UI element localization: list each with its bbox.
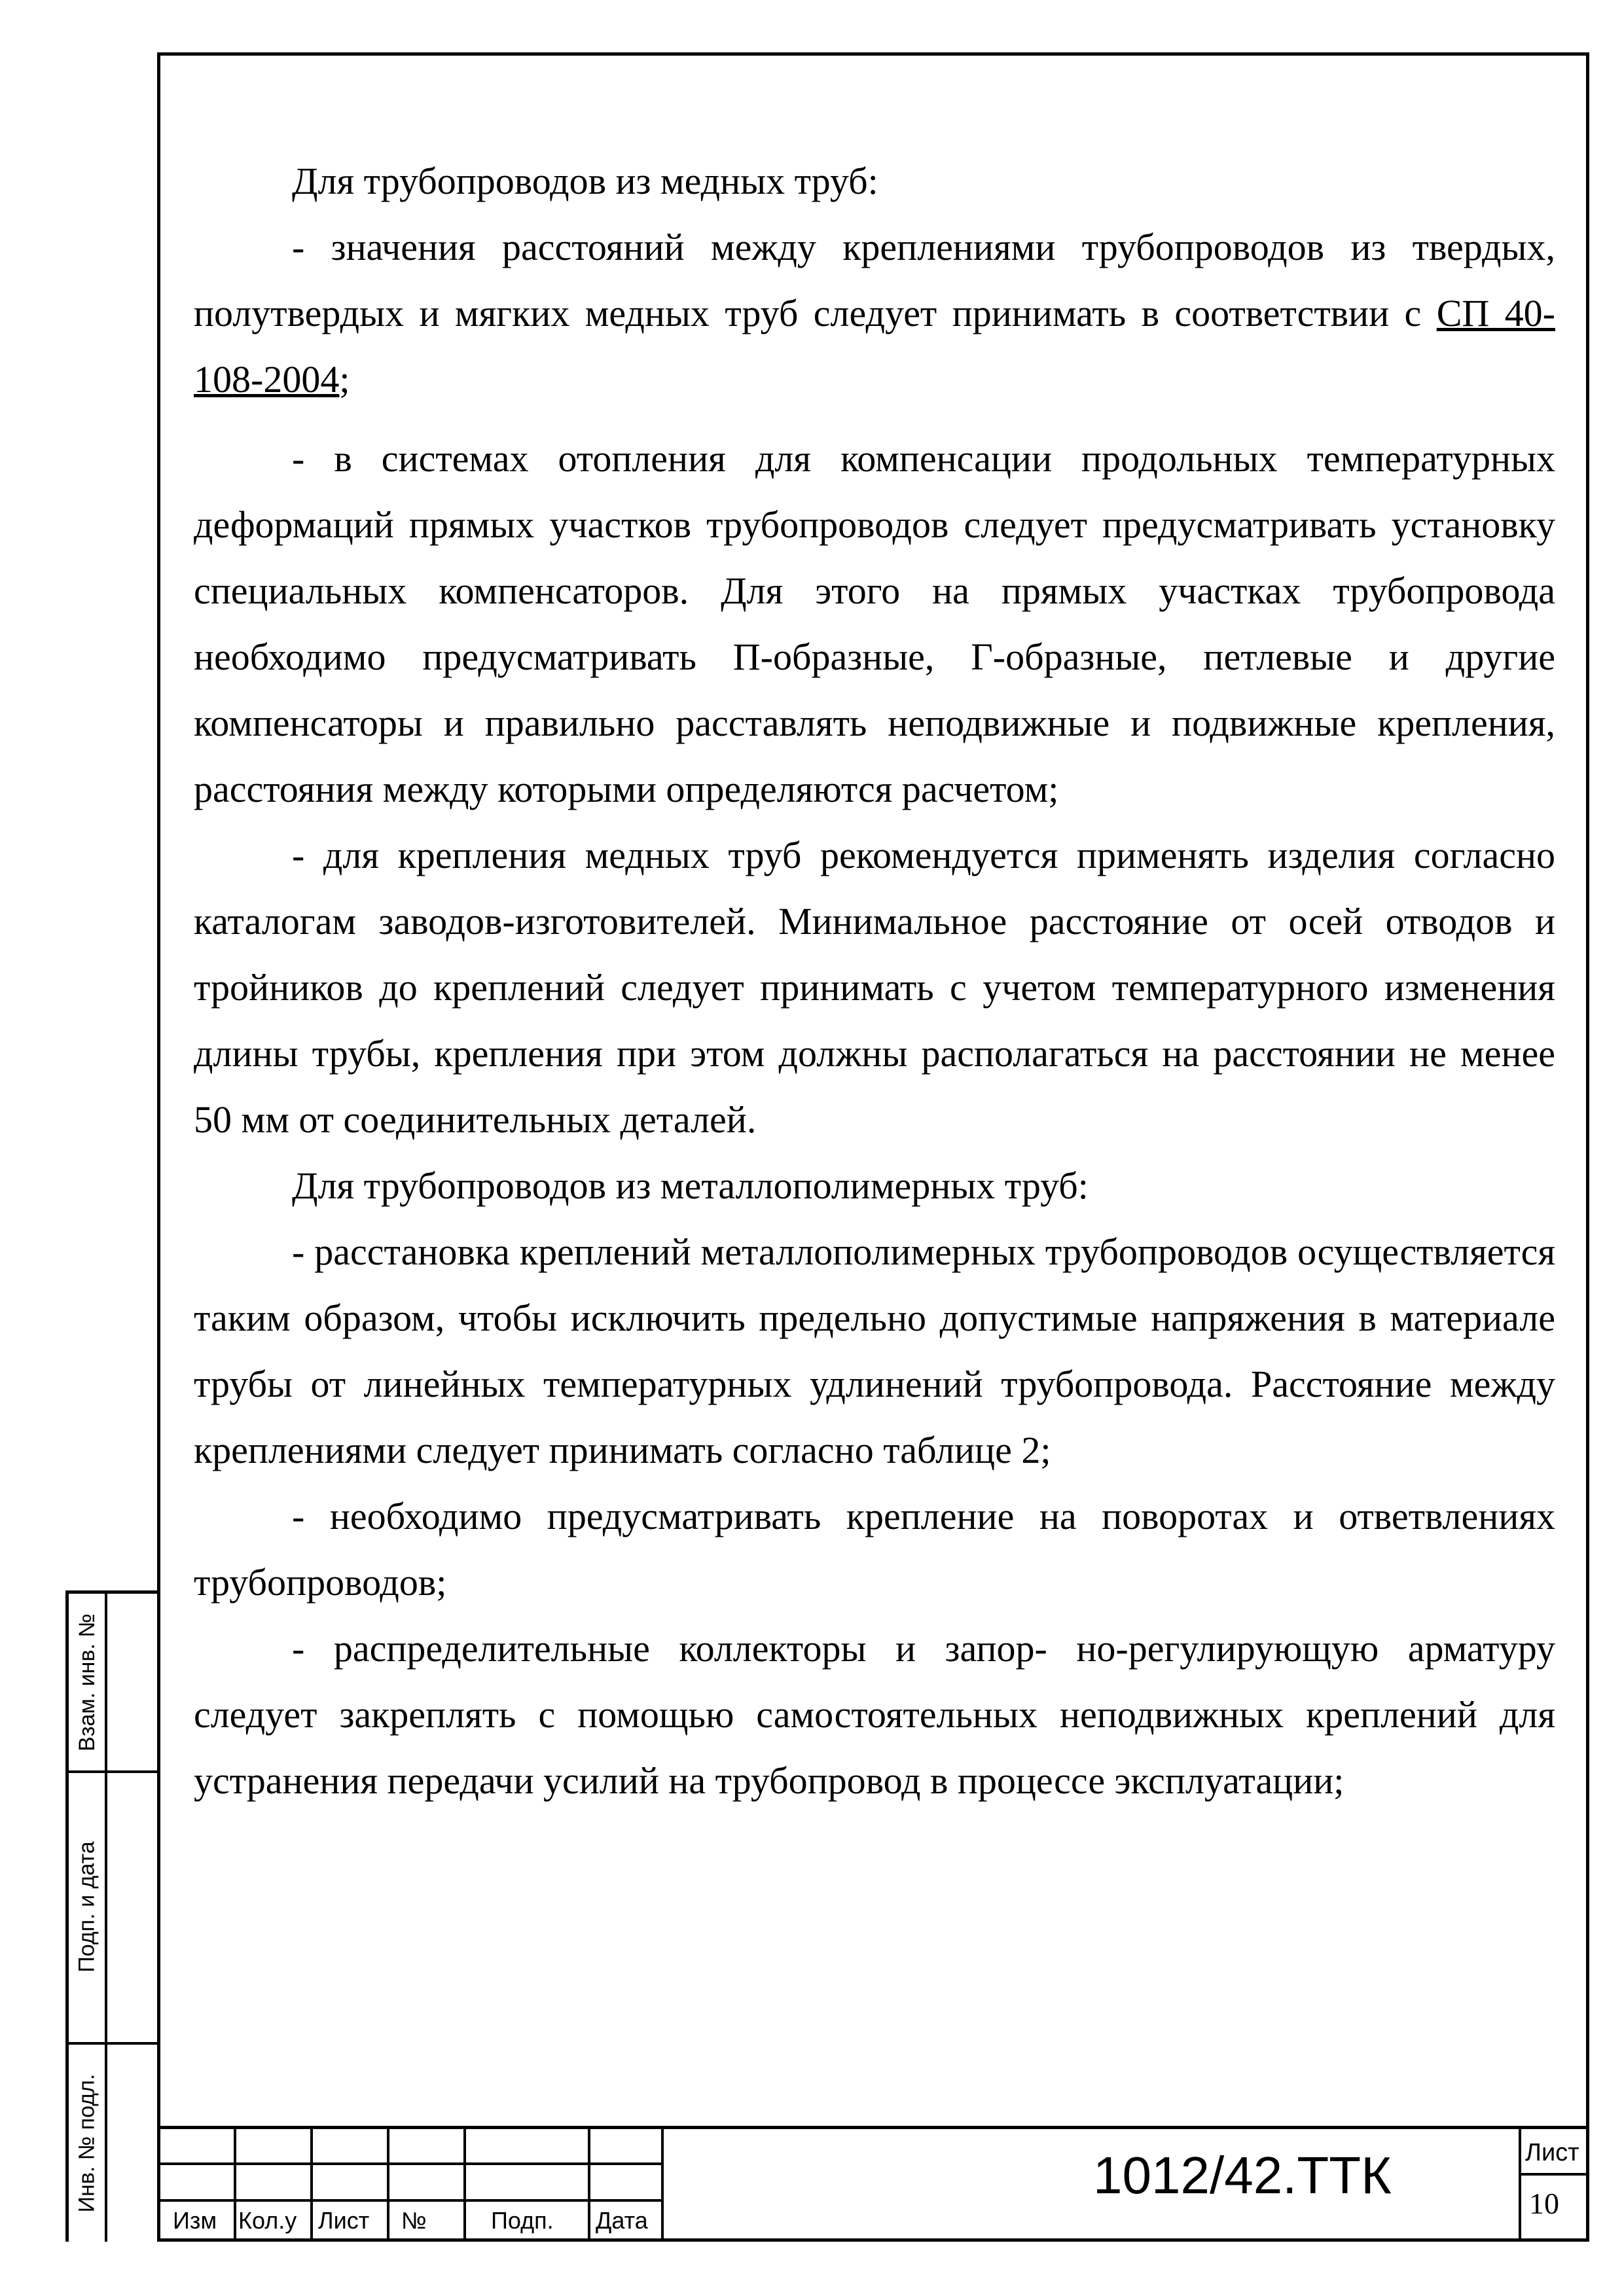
column-data: Дата [596,2207,648,2234]
paragraph-copper-distances-text: - значения расстояний между креплениями трубопроводов из твердых, полутвердых и мягких медных труб следует принимать в соответствии с [194,226,1555,334]
paragraph-copper-distances-suffix: ; [339,358,350,401]
paragraph-heating-compensators: - в системах отопления для компенсации продольных температурных деформаций прямых участков трубопроводов следует предусматривать установку специальных компенсаторов. Для этого на прямых участках трубопровода необходимо предусматривать П-образные, Г-образные, петлевые и другие компенсаторы и правильно расставлять неподвижные и подвижные крепления, расстояния между которыми определяются расчетом; [194,437,1555,810]
column-podp: Подп. [491,2207,554,2234]
paragraph-copper-heading: Для трубопроводов из медных труб: [292,160,878,202]
paragraph-metalpolymer-heading: Для трубопроводов из металлополимерных труб: [292,1164,1089,1207]
title-block-col-line [310,2126,313,2242]
side-stamp-divider [105,1594,107,2242]
paragraph-collectors: - распределительные коллекторы и запор- но-регулирующую арматуру следует закреплять с помощью самостоятельных неподвижных креплений для устранения передачи усилий на трубопровод в процессе эксплуатации; [194,1627,1555,1802]
title-block [157,2126,1589,2242]
paragraph-turns-branches: - необходимо предусматривать крепление на поворотах и ответвлениях трубопроводов; [194,1495,1555,1604]
paragraph-copper-fastening: - для крепления медных труб рекомендуется применять изделия согласно каталогам заводов-изготовителей. Минимальное расстояние от осей отводов и тройников до креплений следует принимать с учетом температурного изменения длины трубы, крепления при этом должны располагаться на расстоянии не менее 50 мм от соединительных деталей. [194,834,1555,1141]
title-block-row-line [157,2162,661,2165]
document-code: 1012/42.ТТК [1093,2146,1392,2204]
title-block-col-line [463,2126,466,2242]
side-stamp-original-inv: Инв. № подл. [74,2073,99,2213]
title-block-row-line [157,2199,661,2202]
sheet-label: Лист [1525,2139,1579,2166]
title-block-col-line [234,2126,236,2242]
title-block-col-line [387,2126,389,2242]
title-block-top-line [157,2126,1589,2129]
document-body [194,148,1555,1814]
side-stamp [65,1590,157,2242]
side-stamp-signature-date: Подп. и дата [74,1841,99,1973]
side-stamp-replacement-inv: Взам. инв. № [74,1613,99,1751]
column-kolu: Кол.у [238,2207,297,2234]
sheet-number: 10 [1529,2187,1559,2220]
title-block-col-line [661,2126,664,2242]
paragraph-copper-distances [194,214,1555,412]
column-number: № [401,2207,427,2234]
title-block-col-line [588,2126,590,2242]
column-izm: Изм [173,2207,217,2234]
column-list: Лист [318,2207,370,2234]
paragraph-metalpolymer-placement: - расстановка креплений металлополимерных трубопроводов осуществляется таким образом, чтобы исключить предельно допустимые напряжения в материале трубы от линейных температурных удлинений трубопровода. Расстояние между креплениями следует принимать согласно таблице 2; [194,1230,1555,1471]
sp-reference-link[interactable]: СП 40-108-2004 [194,292,1555,401]
